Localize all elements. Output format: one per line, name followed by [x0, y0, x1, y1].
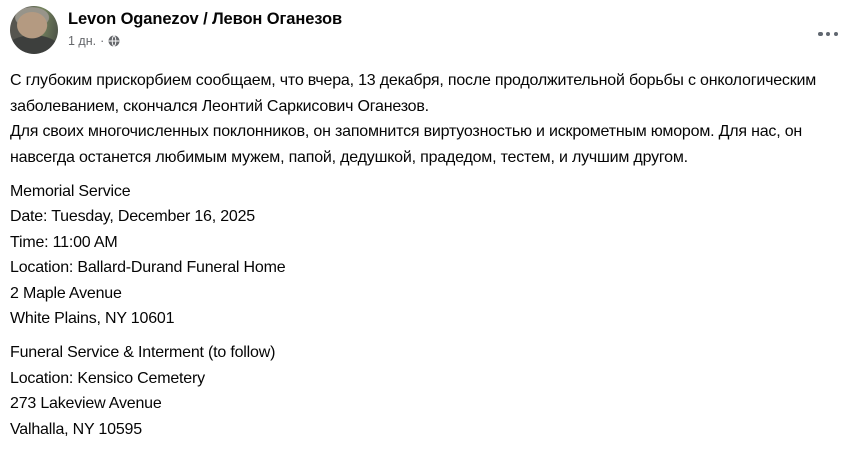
post-text-line: Для своих многочисленных поклонников, он запомнится виртуозностью и искрометным юмором. Для нас, он навсегда останется любимым мужем, папой, дедушкой, прадедом, тестем, и лучшим другом. [10, 123, 803, 166]
post-timestamp[interactable]: 1 дн. [68, 34, 97, 48]
post-text-line: Location: Kensico Cemetery [10, 369, 205, 387]
post-header [10, 6, 856, 54]
ellipsis-icon [826, 32, 830, 36]
post-text-line: Funeral Service & Interment (to follow) [10, 344, 276, 361]
post-text-line: Date: Tuesday, December 16, 2025 [10, 208, 256, 225]
meta-separator: · [100, 34, 105, 48]
author-name-link[interactable]: Levon Oganezov / Левон Оганезов [68, 10, 343, 28]
post-text [10, 68, 856, 442]
post-text-line: White Plains, NY 10601 [10, 310, 175, 327]
post-text-line: 2 Maple Avenue [10, 284, 122, 302]
post-text-line: Time: 11:00 AM [10, 233, 118, 251]
globe-icon [108, 35, 120, 47]
post-header-meta [68, 6, 342, 49]
ellipsis-icon [834, 32, 838, 36]
avatar[interactable] [10, 6, 58, 54]
post-text-line: Location: Ballard-Durand Funeral Home [10, 259, 286, 276]
post-meta-row [68, 33, 342, 49]
more-options-button[interactable] [814, 26, 842, 42]
post-paragraph-memorial-service [10, 179, 856, 332]
post-text-line: Memorial Service [10, 182, 131, 200]
post-text-line: 273 Lakeview Avenue [10, 395, 162, 412]
post-paragraph-funeral-service [10, 340, 856, 442]
post-text-line: С глубоким прискорбием сообщаем, что вчера, 13 декабря, после продолжительной борьбы с онкологическим заболеванием, скончался Леонтий Саркисович Оганезов. [10, 72, 817, 115]
post-text-line: Valhalla, NY 10595 [10, 420, 142, 438]
ellipsis-icon [818, 32, 822, 36]
post-paragraph-obituary [10, 68, 856, 170]
